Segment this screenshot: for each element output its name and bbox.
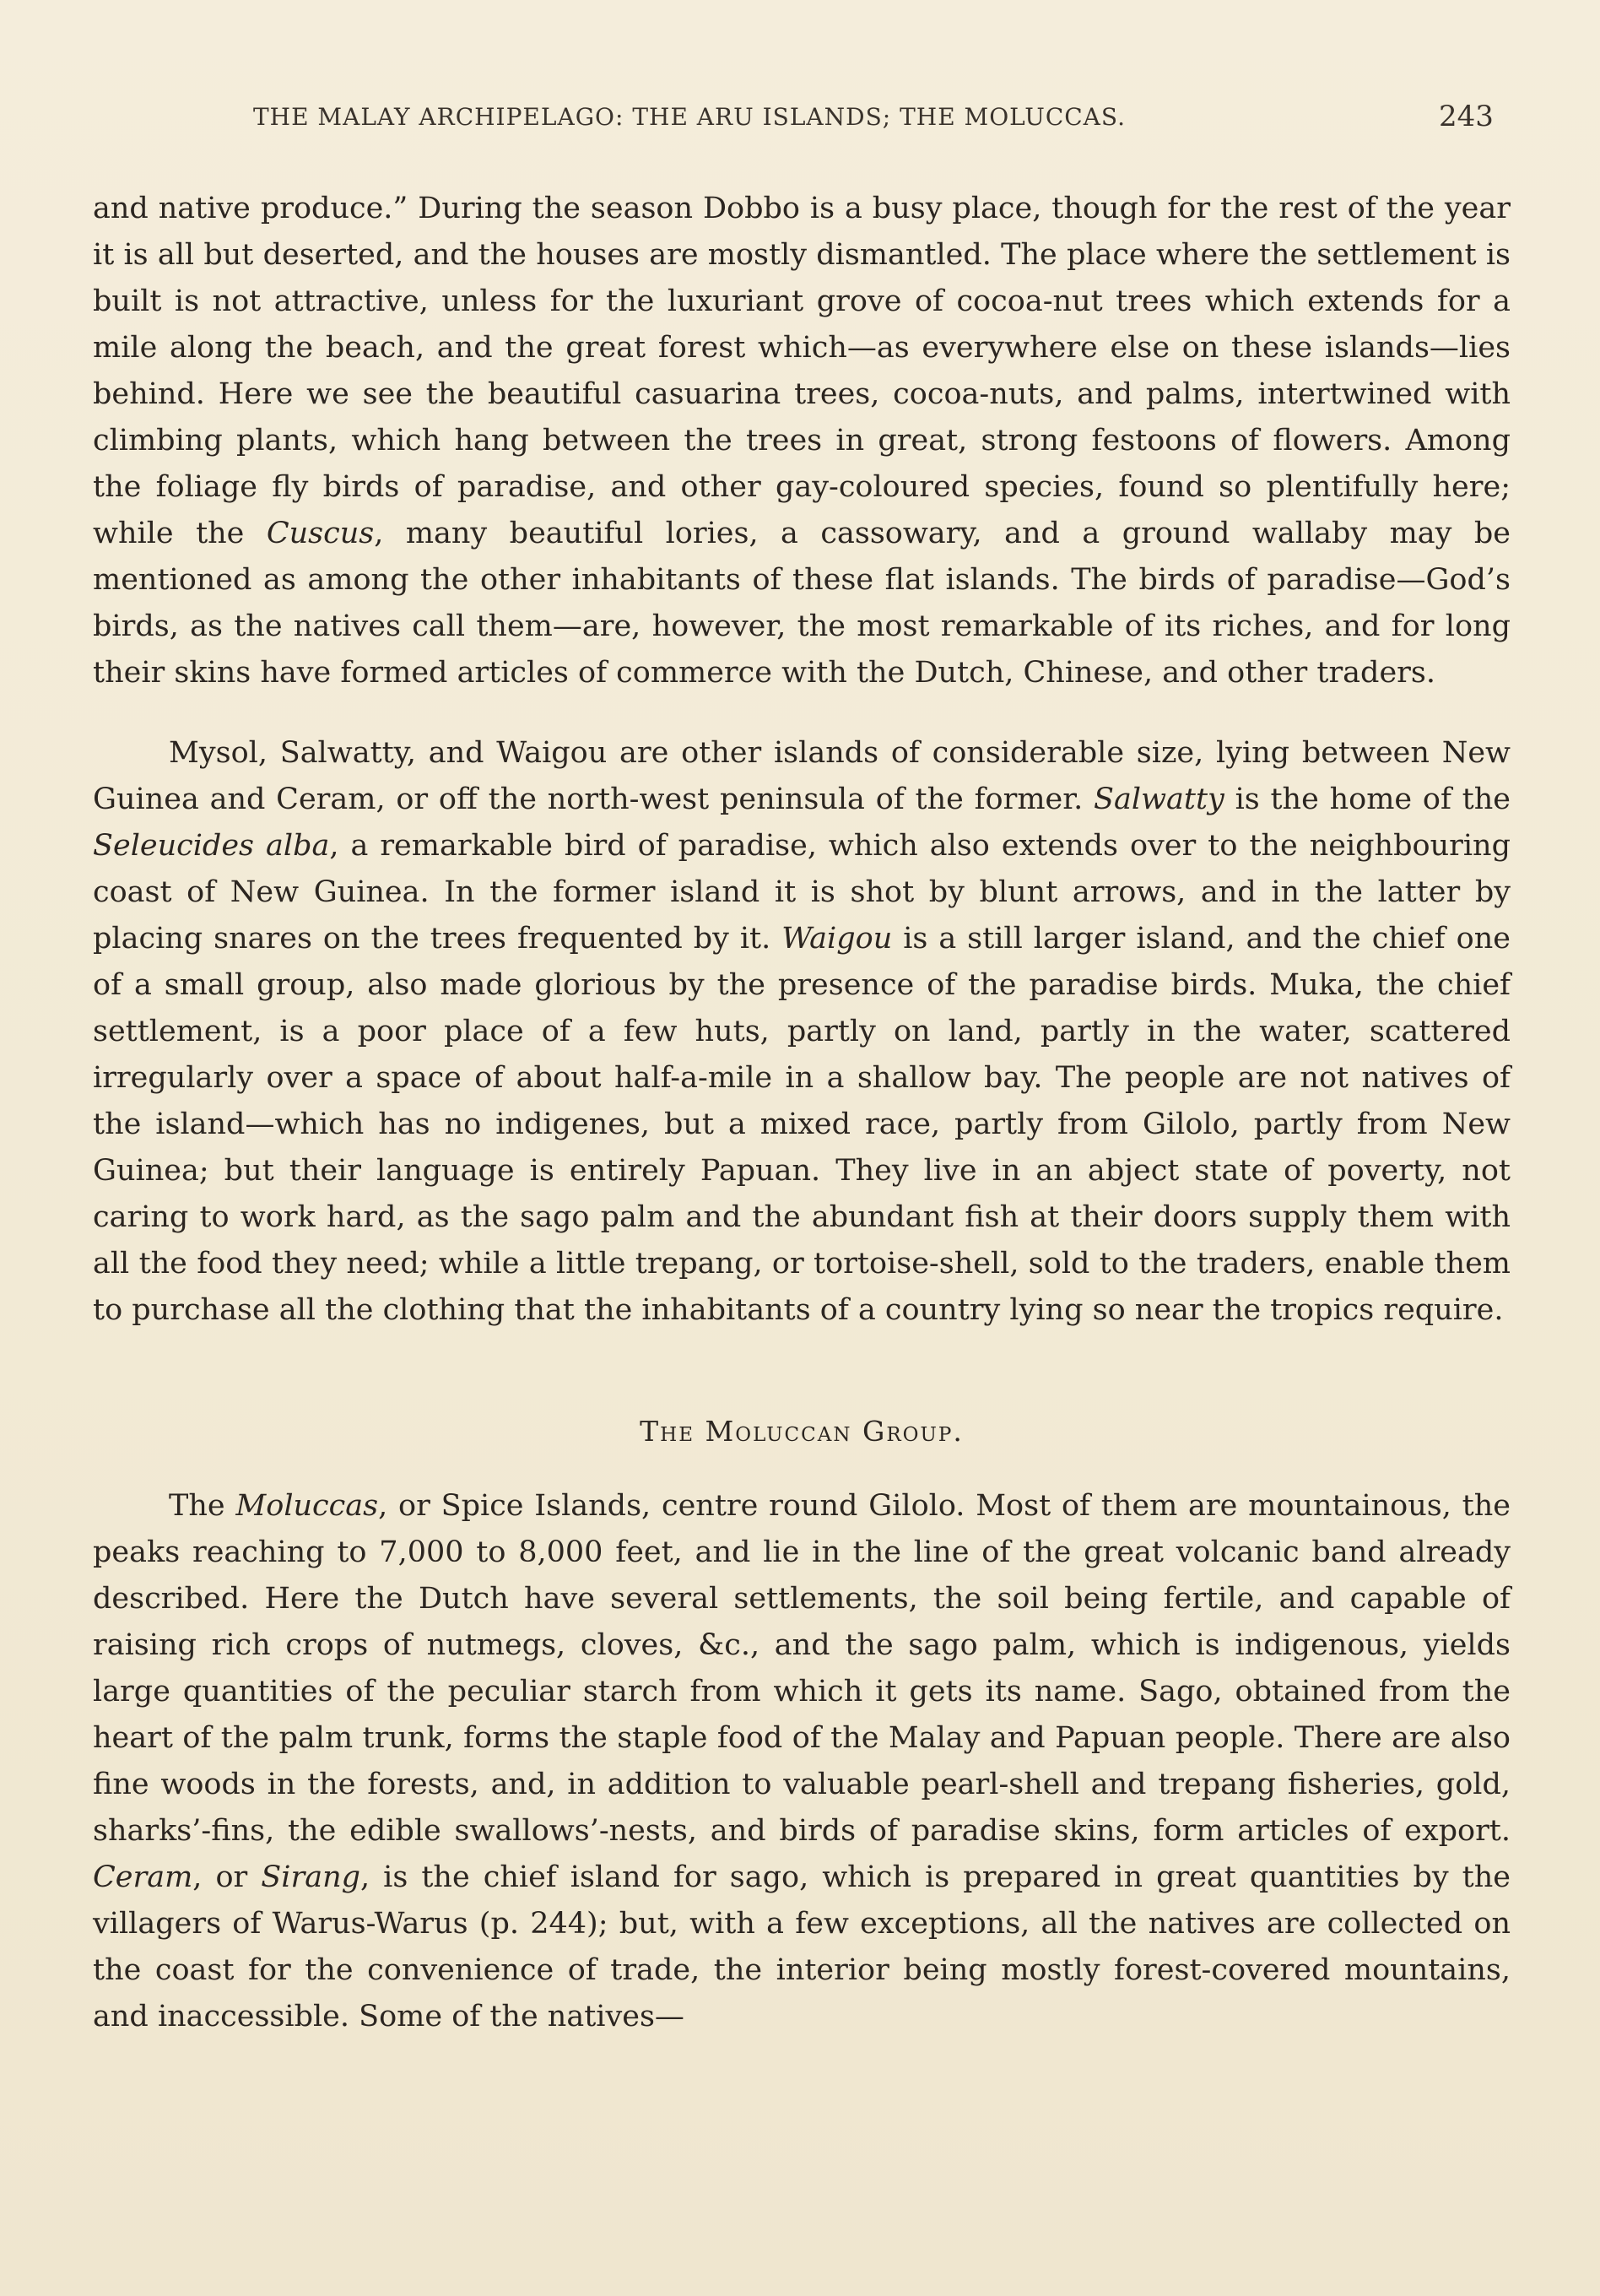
running-head: THE MALAY ARCHIPELAGO: THE ARU ISLANDS; THE MOLUCCAS.	[253, 103, 1126, 131]
text-segment: , is the chief island for sago, which is prepared in great quantities by the villagers of Warus-Warus (p. 244); but, with a few exceptions, all the natives are collected on the coast for the convenience of trade, the interior being mostly forest-covered mountains, and inaccessible. Some of the natives—	[93, 1860, 1511, 2033]
italic-term-seleucides-alba: Seleucides alba	[93, 829, 330, 863]
text-segment: , many beautiful lories, a cassowary, and a ground wallaby may be mentioned as among the other inhabitants of these flat islands. The birds of paradise—God’s birds, as the natives call them—are, however, the most remarkable of its riches, and for long their skins have formed articles of commerce with the Dutch, Chinese, and other traders.	[93, 517, 1511, 690]
section-heading-moluccan-group: The Moluccan Group.	[640, 1415, 964, 1448]
text-segment: The	[169, 1489, 236, 1523]
paragraph-mysol-salwatty-waigou	[93, 730, 1511, 1334]
italic-term-salwatty: Salwatty	[1094, 782, 1224, 816]
text-segment: , or	[192, 1860, 262, 1894]
italic-term-sirang: Sirang	[261, 1860, 361, 1894]
text-segment: is a still larger island, and the chief one of a small group, also made glorious by the presence of the paradise birds. Muka, the chief settlement, is a poor place of a few huts, partly on land, partly in the water, scattered irregularly over a space of about half-a-mile in a shallow bay. The people are not natives of the island—which has no indigenes, but a mixed race, partly from Gilolo, partly from New Guinea; but their language is entirely Papuan. They live in an abject state of poverty, not caring to work hard, as the sago palm and the abundant fish at their doors supply them with all the food they need; while a little trepang, or tortoise-shell, sold to the traders, enable them to purchase all the clothing that the inhabitants of a country lying so near the tropics require.	[93, 922, 1511, 1327]
italic-term-waigou: Waigou	[781, 922, 893, 956]
page-body	[93, 186, 1511, 2040]
italic-term-ceram: Ceram	[93, 1860, 193, 1894]
italic-term-moluccas: Moluccas	[235, 1489, 379, 1523]
text-segment: is the home of the	[1224, 782, 1511, 816]
text-segment: Mysol, Salwatty, and Waigou are other islands of considerable size, lying between New Guinea and Ceram, or off the north-west peninsula of the former.	[93, 736, 1511, 816]
text-segment: and native produce.” During the season Dobbo is a busy place, though for the rest of the year it is all but deserted, and the houses are mostly dismantled. The place where the settlement is built is not attractive, unless for the luxuriant grove of cocoa-nut trees which extends for a mile along the beach, and the great forest which—as everywhere else on these islands—lies behind. Here we see the beautiful casuarina trees, cocoa-nuts, and palms, intertwined with climbing plants, which hang between the trees in great, strong festoons of flowers. Among the foliage fly birds of paradise, and other gay-coloured species, found so plentifully here; while the	[93, 192, 1511, 550]
text-segment: , a remarkable bird of paradise, which also extends over to the neighbouring coast of New Guinea. In the former island it is shot by blunt arrows, and in the latter by placing snares on the trees frequented by it.	[93, 829, 1511, 956]
paragraph-dobbo	[93, 186, 1511, 696]
italic-term-cuscus: Cuscus	[266, 517, 375, 550]
page-number: 243	[1439, 100, 1494, 133]
paragraph-moluccas	[93, 1483, 1511, 2040]
text-segment: , or Spice Islands, centre round Gilolo. Most of them are mountainous, the peaks reaching to 7,000 to 8,000 feet, and lie in the line of the great volcanic band already described. Here the Dutch have several settlements, the soil being fertile, and capable of raising rich crops of nutmegs, cloves, &c., and the sago palm, which is indigenous, yields large quantities of the peculiar starch from which it gets its name. Sago, obtained from the heart of the palm trunk, forms the staple food of the Malay and Papuan people. There are also fine woods in the forests, and, in addition to valuable pearl-shell and trepang fisheries, gold, sharks’-fins, the edible swallows’-nests, and birds of paradise skins, form articles of export.	[93, 1489, 1511, 1848]
